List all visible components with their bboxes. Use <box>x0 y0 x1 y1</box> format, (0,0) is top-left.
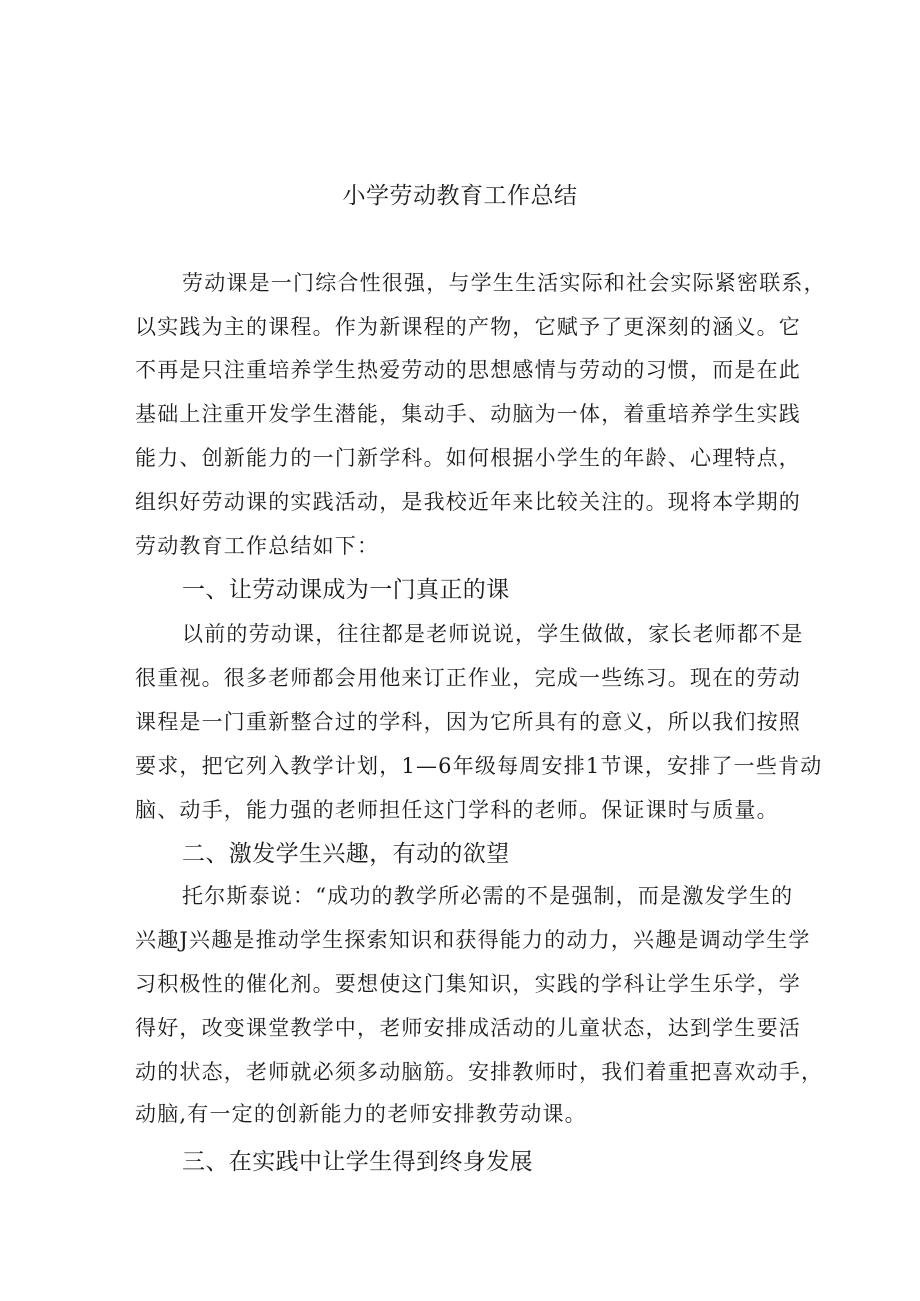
section-2-line-5: 动的状态，老师就必须多动脑筋。安排教师时，我们着重把喜欢动手， <box>135 1060 824 1084</box>
intro-line-5: 能力、创新能力的一门新学科。如何根据小学生的年龄、心理特点， <box>135 446 801 470</box>
section-1-line-3: 课程是一门重新整合过的学科，因为它所具有的意义，所以我们按照 <box>135 710 801 734</box>
intro-line-4: 基础上注重开发学生潜能，集动手、动脑为一体，着重培养学生实践 <box>135 402 801 426</box>
section-1-heading: 一、让劳动课成为一门真正的课 <box>182 577 510 603</box>
section-2-line-1: 托尔斯泰说：“成功的教学所必需的不是强制，而是激发学生的 <box>182 884 794 908</box>
section-1-line-5: 脑、动手，能力强的老师担任这门学科的老师。保证课时与质量。 <box>135 798 779 822</box>
section-2-line-4: 得好，改变课堂教学中，老师安排成活动的儿童状态，达到学生要活 <box>135 1016 801 1040</box>
section-2-line-6: 动脑,有一定的创新能力的老师安排教劳动课。 <box>135 1102 587 1126</box>
section-1-line-2: 很重视。很多老师都会用他来订正作业，完成一些练习。现在的劳动 <box>135 666 801 690</box>
section-3-heading: 三、在实践中让学生得到终身发展 <box>182 1149 533 1175</box>
intro-line-3: 不再是只注重培养学生热爱劳动的思想感情与劳动的习惯，而是在此 <box>135 358 801 382</box>
intro-line-7: 劳动教育工作总结如下： <box>135 534 380 558</box>
section-2-line-2: 兴趣J兴趣是推动学生探索知识和获得能力的动力，兴趣是调动学生学 <box>135 928 811 952</box>
section-2-heading: 二、激发学生兴趣，有动的欲望 <box>182 841 510 867</box>
intro-line-2: 以实践为主的课程。作为新课程的产物，它赋予了更深刻的涵义。它 <box>135 315 801 339</box>
intro-line-1: 劳动课是一门综合性很强，与学生生活实际和社会实际紧密联系， <box>182 271 826 295</box>
intro-line-6: 组织好劳动课的实践活动，是我校近年来比较关注的。现将本学期的 <box>135 490 801 514</box>
section-1-line-4: 要求，把它列入教学计划，1—6年级每周安排1节课，安排了一些肯动 <box>135 754 823 778</box>
document-title: 小学劳动教育工作总结 <box>342 183 578 209</box>
section-1-line-1: 以前的劳动课，往往都是老师说说，学生做做，家长老师都不是 <box>182 622 804 646</box>
section-2-line-3: 习积极性的催化剂。要想使这门集知识，实践的学科让学生乐学，学 <box>135 972 801 996</box>
